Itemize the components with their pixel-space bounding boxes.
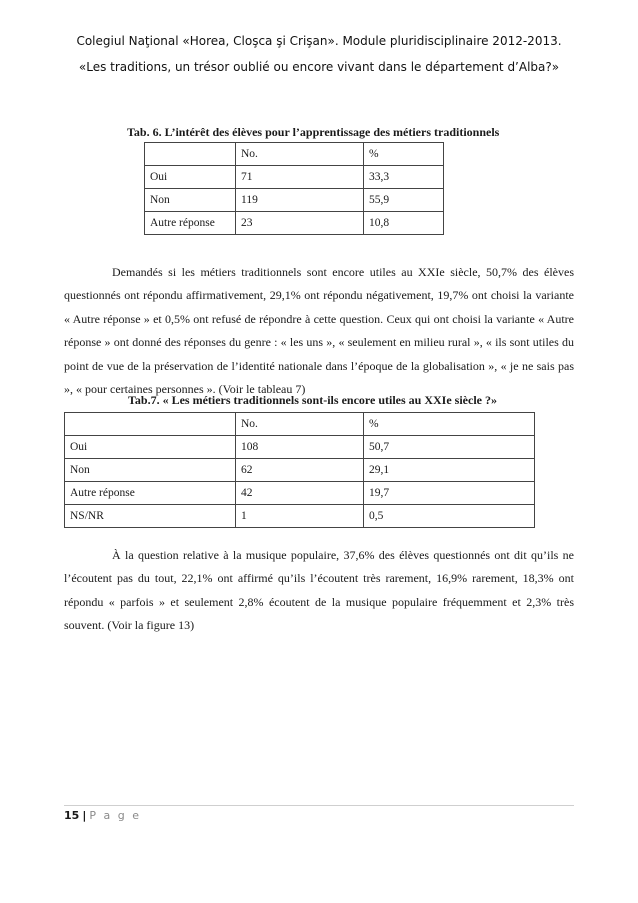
table-7-title: Tab.7. « Les métiers traditionnels sont-ils encore utiles au XXIe siècle ?»: [128, 393, 497, 407]
table-cell-count: 108: [236, 436, 364, 459]
paragraph-1: Demandés si les métiers traditionnels sont encore utiles au XXIe siècle, 50,7% des élèves questionnés ont répondu affirmativement, 29,1% ont répondu négativement, 19,7% ont choisi la variante « Autre réponse » et 0,5% ont refusé de répondre à cette question. Ceux qui ont choisi la variante « Autre réponse » ont donné des réponses du genre : « les uns », « seulement en milieu rural », « ils sont utiles du point de vue de la préservation de l’identité nationale dans l’époque de la globalisation », « je ne sais pas », « pour certaines personnes ». (Voir le tableau 7): [64, 265, 574, 397]
table-cell-label: Oui: [145, 166, 236, 189]
table-row: [145, 189, 444, 212]
table-cell-count: 42: [236, 482, 364, 505]
footer-divider: [64, 805, 574, 806]
page-footer: [64, 809, 141, 822]
table-cell-label: Autre réponse: [145, 212, 236, 235]
header-line-1: Colegiul Naţional «Horea, Cloşca şi Crişan». Module pluridisciplinaire 2012-2013.: [76, 34, 562, 48]
table-cell-percent: 10,8: [364, 212, 444, 235]
table-cell-count: 71: [236, 166, 364, 189]
table-header-cell: %: [364, 413, 535, 436]
table-cell-label: Oui: [65, 436, 236, 459]
table-header-row: [65, 413, 535, 436]
table-cell-count: 119: [236, 189, 364, 212]
table-cell-label: Non: [145, 189, 236, 212]
page-number: 15: [64, 809, 80, 822]
table-row: [65, 436, 535, 459]
table-cell-count: 1: [236, 505, 364, 528]
table-6-title: Tab. 6. L’intérêt des élèves pour l’apprentissage des métiers traditionnels: [127, 125, 500, 139]
table-header-cell: [65, 413, 236, 436]
table-cell-count: 62: [236, 459, 364, 482]
table-cell-percent: 29,1: [364, 459, 535, 482]
header-line-2: «Les traditions, un trésor oublié ou encore vivant dans le département d’Alba?»: [78, 60, 560, 74]
table-row: [65, 482, 535, 505]
table-cell-percent: 33,3: [364, 166, 444, 189]
page-header: [0, 28, 638, 80]
footer-separator: |: [82, 809, 87, 822]
table-header-cell: %: [364, 143, 444, 166]
table-row: [65, 505, 535, 528]
table-row: [145, 212, 444, 235]
table-6: [144, 142, 444, 235]
table-cell-label: Non: [65, 459, 236, 482]
table-header-cell: [145, 143, 236, 166]
table-7: [64, 412, 535, 528]
table-cell-label: NS/NR: [65, 505, 236, 528]
table-row: [65, 459, 535, 482]
table-header-row: [145, 143, 444, 166]
table-cell-count: 23: [236, 212, 364, 235]
table-cell-percent: 50,7: [364, 436, 535, 459]
table-cell-percent: 55,9: [364, 189, 444, 212]
paragraph-2: À la question relative à la musique populaire, 37,6% des élèves questionnés ont dit qu’ils ne l’écoutent pas du tout, 22,1% ont affirmé qu’ils l’écoutent très rarement, 16,9% rarement, 18,3% ont répondu « parfois » et seulement 2,8% écoutent de la musique populaire fréquemment et 2,3% très souvent. (Voir la figure 13): [64, 548, 574, 633]
table-header-cell: No.: [236, 143, 364, 166]
table-row: [145, 166, 444, 189]
page-word: P a g e: [89, 809, 141, 822]
table-cell-percent: 0,5: [364, 505, 535, 528]
table-cell-percent: 19,7: [364, 482, 535, 505]
table-cell-label: Autre réponse: [65, 482, 236, 505]
table-header-cell: No.: [236, 413, 364, 436]
